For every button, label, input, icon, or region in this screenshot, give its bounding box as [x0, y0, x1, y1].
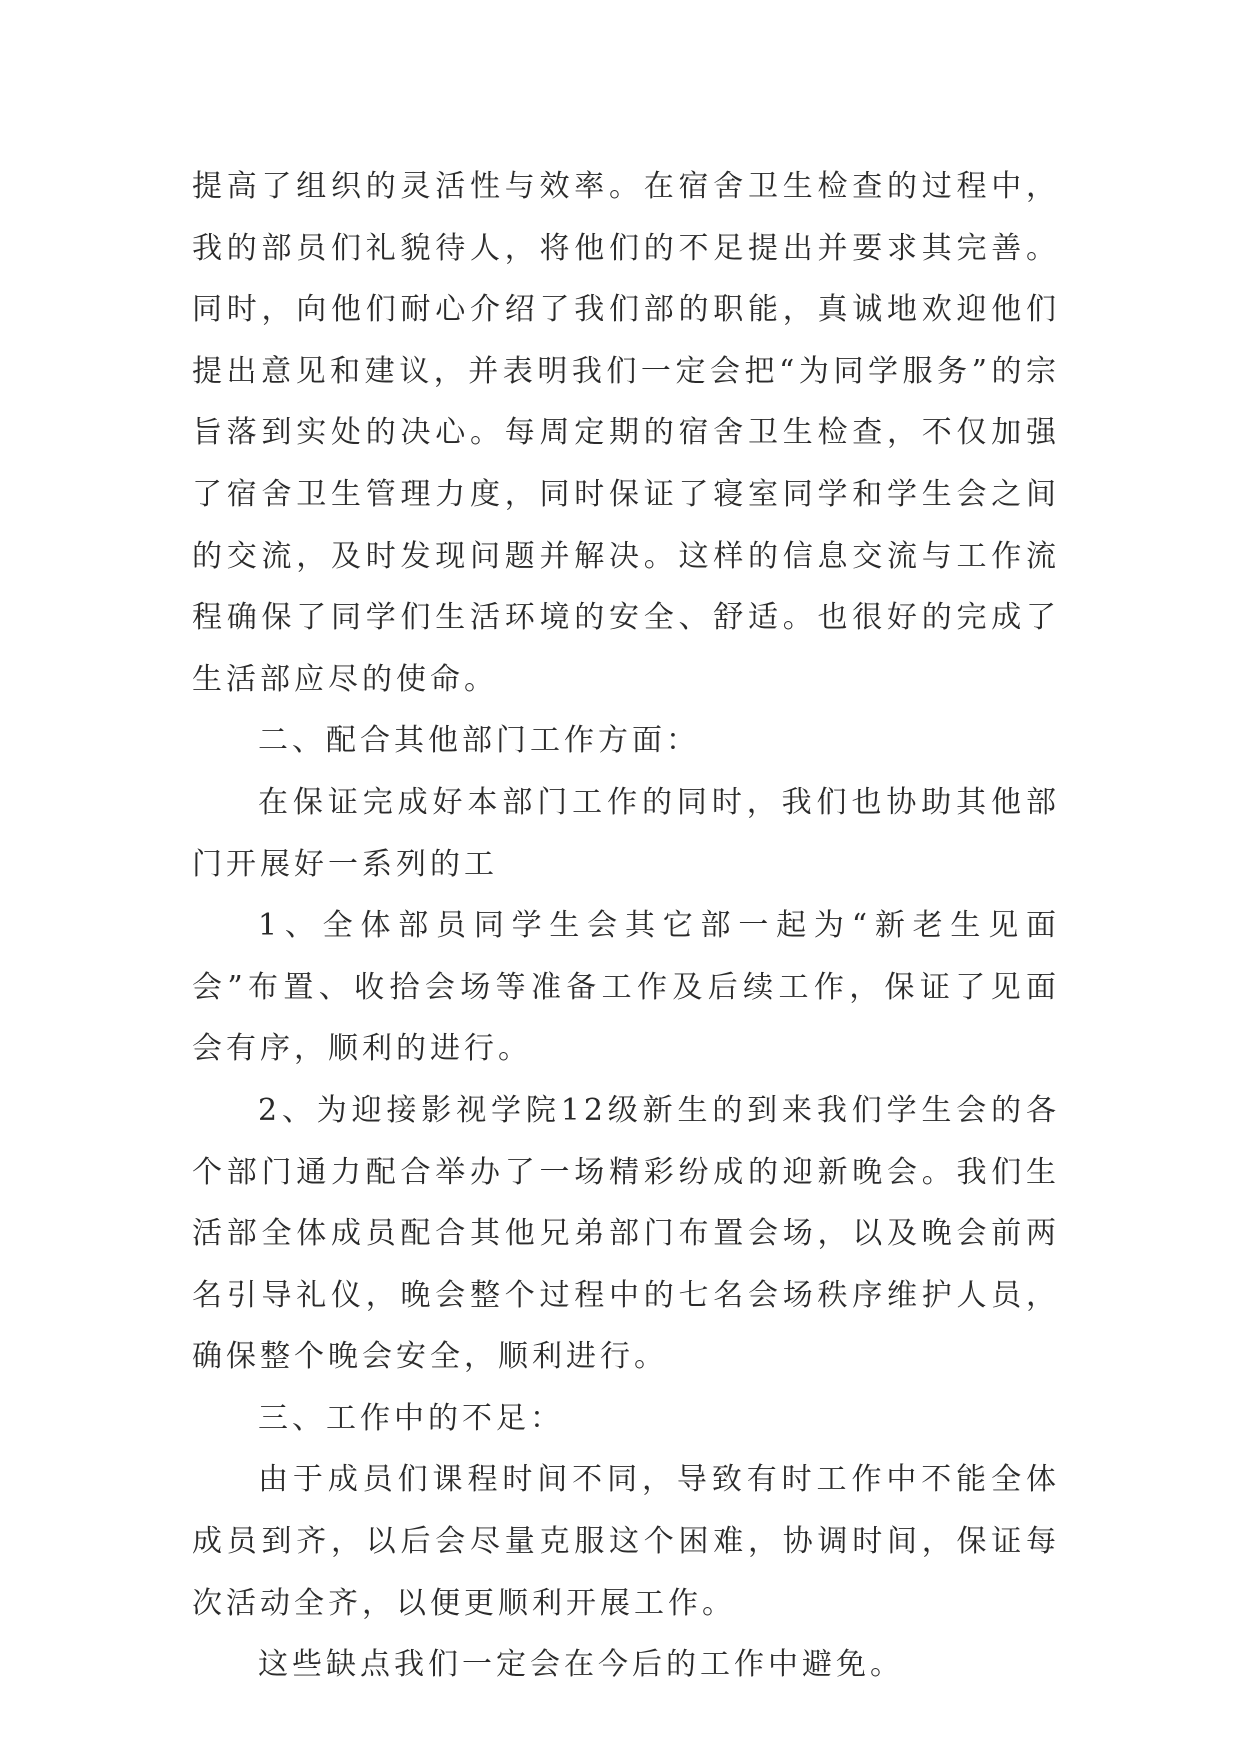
section-heading-cooperation: 二、配合其他部门工作方面：	[258, 723, 700, 759]
paragraph-closing: 这些缺点我们一定会在今后的工作中避免。	[258, 1647, 904, 1683]
list-item-2: 2、为迎接影视学院12级新生的到来我们学生会的各个部门通力配合举办了一场精彩纷成的迎新晚会。我们生活部全体成员配合其他兄弟部门布置会场，以及晚会前两名引导礼仪，晚会整个过程中的七名会场秩序维护人员，确保整个晚会安全，顺利进行。	[192, 1092, 1060, 1375]
list-item-1: 1、全体部员同学生会其它部一起为“新老生见面会”布置、收拾会场等准备工作及后续工作，保证了见面会有序，顺利的进行。	[192, 908, 1060, 1067]
paragraph-shortcomings: 由于成员们课程时间不同，导致有时工作中不能全体成员到齐，以后会尽量克服这个困难，协调时间，保证每次活动全齐，以便更顺利开展工作。	[192, 1462, 1060, 1621]
section-heading-shortcomings: 三、工作中的不足：	[258, 1400, 564, 1436]
document-body	[192, 156, 1060, 1696]
paragraph-dormitory-inspection: 提高了组织的灵活性与效率。在宿舍卫生检查的过程中，我的部员们礼貌待人，将他们的不足提出并要求其完善。同时，向他们耐心介绍了我们部的职能，真诚地欢迎他们提出意见和建议，并表明我们一定会把“为同学服务”的宗旨落到实处的决心。每周定期的宿舍卫生检查，不仅加强了宿舍卫生管理力度，同时保证了寝室同学和学生会之间的交流，及时发现问题并解决。这样的信息交流与工作流程确保了同学们生活环境的安全、舒适。也很好的完成了生活部应尽的使命。	[192, 169, 1060, 697]
paragraph-cooperation-intro: 在保证完成好本部门工作的同时，我们也协助其他部门开展好一系列的工	[192, 784, 1060, 882]
